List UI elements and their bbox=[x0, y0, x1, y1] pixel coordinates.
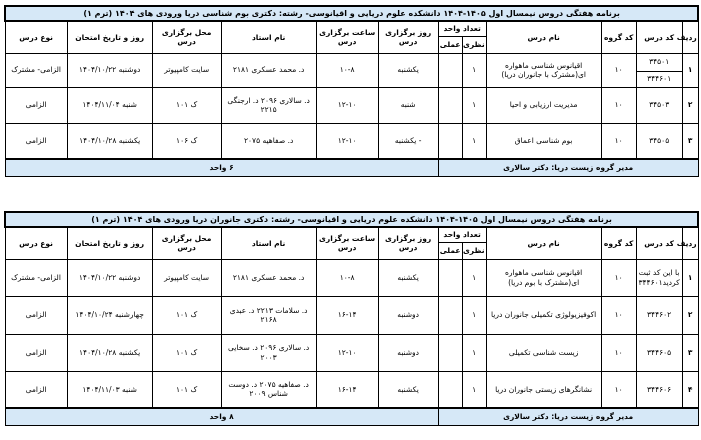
course-name: بوم شناسی اعماق bbox=[486, 123, 601, 159]
header-theory: نظری bbox=[462, 36, 486, 53]
row-number: ۲ bbox=[682, 87, 698, 123]
course-name: اکوفیزیولوژی تکمیلی جانوران دریا bbox=[486, 296, 601, 334]
theory-units: ۱ bbox=[462, 53, 486, 87]
theory-units: ۱ bbox=[462, 296, 486, 334]
group-code: ۱۰ bbox=[601, 123, 636, 159]
course-code: ۳۴۴۶۰۶ bbox=[636, 371, 682, 408]
header-teacher: نام استاد bbox=[221, 227, 316, 259]
class-time: ۱۶-۱۴ bbox=[316, 371, 378, 408]
course-code-alt: ۳۴۴۶۰۱ bbox=[636, 71, 682, 87]
class-time: ۱۰-۸ bbox=[316, 53, 378, 87]
header-group-code: کد گروه bbox=[601, 21, 636, 53]
course-name: نشانگرهای زیستی جانوران دریا bbox=[486, 371, 601, 408]
group-code: ۱۰ bbox=[601, 87, 636, 123]
exam-date: یکشنبه ۱۴۰۴/۱۰/۲۸ bbox=[67, 334, 152, 371]
course-type: الزامی bbox=[5, 87, 67, 123]
header-exam: روز و تاریخ امتحان bbox=[67, 21, 152, 53]
schedule-table-marine-animals bbox=[4, 211, 699, 426]
exam-date: دوشنبه ۱۴۰۴/۱۰/۲۲ bbox=[67, 259, 152, 296]
teacher: د. محمد عسکری ۲۱۸۱ bbox=[221, 259, 316, 296]
row-number: ۴ bbox=[682, 371, 698, 408]
course-type: الزامی- مشترک bbox=[5, 259, 67, 296]
teacher: د. محمد عسکری ۲۱۸۱ bbox=[221, 53, 316, 87]
course-code: ۳۴۵۰۱ bbox=[636, 53, 682, 71]
header-day: روز برگزاری درس bbox=[378, 21, 438, 53]
header-units: تعداد واحد bbox=[438, 227, 486, 242]
course-code: ۳۴۵۰۳ bbox=[636, 87, 682, 123]
group-code: ۱۰ bbox=[601, 371, 636, 408]
class-day: - یکشنبه bbox=[378, 123, 438, 159]
course-name: اقیانوس شناسی ماهواره ای(مشترک با جانوران دریا) bbox=[486, 53, 601, 87]
class-time: ۱۶-۱۴ bbox=[316, 296, 378, 334]
theory-units: ۱ bbox=[462, 371, 486, 408]
header-place: محل برگزاری درس bbox=[152, 21, 221, 53]
course-type: الزامی bbox=[5, 296, 67, 334]
course-code: ۳۴۴۶۰۲ bbox=[636, 296, 682, 334]
table-title: برنامه هفتگی دروس نیمسال اول ۱۴۰۵-۱۴۰۴ دانشکده علوم دریایی و اقیانوسی- رشته: دکتری جانوران دریا ورودی های ۱۴۰۴ (ترم ۱) bbox=[5, 212, 698, 227]
group-code: ۱۰ bbox=[601, 334, 636, 371]
exam-date: یکشنبه ۱۴۰۴/۱۰/۲۸ bbox=[67, 123, 152, 159]
schedule-table-bio-ecology bbox=[4, 5, 699, 177]
teacher: د. سلامات ۲۲۱۳ د. عبدی ۲۱۶۸ bbox=[221, 296, 316, 334]
teacher: د. سالاری ۲۰۹۶ د. سخایی ۲۰۰۳ bbox=[221, 334, 316, 371]
exam-date: چهارشنبه ۱۴۰۴/۱۰/۲۴ bbox=[67, 296, 152, 334]
header-type: نوع درس bbox=[5, 227, 67, 259]
practical-units bbox=[438, 371, 462, 408]
exam-date: شنبه ۱۴۰۴/۱۱/۰۴ bbox=[67, 87, 152, 123]
header-practical: عملی bbox=[438, 242, 462, 259]
course-name: مدیریت ارزیابی و احیا bbox=[486, 87, 601, 123]
class-day: یکشنبه bbox=[378, 259, 438, 296]
class-time: ۱۲-۱۰ bbox=[316, 87, 378, 123]
class-time: ۱۰-۸ bbox=[316, 259, 378, 296]
header-course-name: نام درس bbox=[486, 21, 601, 53]
course-name: زیست شناسی تکمیلی bbox=[486, 334, 601, 371]
class-day: یکشنبه bbox=[378, 371, 438, 408]
row-number: ۱ bbox=[682, 53, 698, 87]
class-place: ک ۱۰۱ bbox=[152, 371, 221, 408]
row-number: ۳ bbox=[682, 334, 698, 371]
practical-units bbox=[438, 123, 462, 159]
class-time: ۱۲-۱۰ bbox=[316, 334, 378, 371]
theory-units: ۱ bbox=[462, 259, 486, 296]
course-code: با این کد ثبت کردید۳۴۴۶۰۱ bbox=[636, 259, 682, 296]
class-time: ۱۲-۱۰ bbox=[316, 123, 378, 159]
row-number: ۲ bbox=[682, 296, 698, 334]
course-type: الزامی bbox=[5, 334, 67, 371]
class-place: سایت کامپیوتر bbox=[152, 53, 221, 87]
practical-units bbox=[438, 334, 462, 371]
header-place: محل برگزاری درس bbox=[152, 227, 221, 259]
class-place: سایت کامپیوتر bbox=[152, 259, 221, 296]
course-type: الزامی- مشترک bbox=[5, 53, 67, 87]
row-number: ۱ bbox=[682, 259, 698, 296]
practical-units bbox=[438, 296, 462, 334]
practical-units bbox=[438, 53, 462, 87]
theory-units: ۱ bbox=[462, 123, 486, 159]
group-code: ۱۰ bbox=[601, 259, 636, 296]
header-time: ساعت برگزاری درس bbox=[316, 227, 378, 259]
total-units: ۸ واحد bbox=[5, 408, 438, 426]
group-manager: مدیر گروه زیست دریا: دکتر سالاری bbox=[438, 159, 698, 177]
group-code: ۱۰ bbox=[601, 296, 636, 334]
header-course-name: نام درس bbox=[486, 227, 601, 259]
class-day: یکشنبه bbox=[378, 53, 438, 87]
header-row-number: ردیف bbox=[682, 21, 698, 53]
header-exam: روز و تاریخ امتحان bbox=[67, 227, 152, 259]
class-day: شنبه bbox=[378, 87, 438, 123]
theory-units: ۱ bbox=[462, 87, 486, 123]
table-title: برنامه هفتگی دروس نیمسال اول ۱۴۰۵-۱۴۰۴ دانشکده علوم دریایی و اقیانوسی- رشته: دکتری بوم شناسی دریا ورودی های ۱۴۰۴ (ترم ۱) bbox=[5, 6, 698, 21]
header-group-code: کد گروه bbox=[601, 227, 636, 259]
header-units: تعداد واحد bbox=[438, 21, 486, 36]
class-day: دوشنبه bbox=[378, 334, 438, 371]
practical-units bbox=[438, 259, 462, 296]
course-type: الزامی bbox=[5, 371, 67, 408]
class-place: ک ۱۰۱ bbox=[152, 296, 221, 334]
header-row-number: ردیف bbox=[682, 227, 698, 259]
header-teacher: نام استاد bbox=[221, 21, 316, 53]
row-number: ۳ bbox=[682, 123, 698, 159]
group-manager: مدیر گروه زیست دریا: دکتر سالاری bbox=[438, 408, 698, 426]
teacher: د. صفاهیه ۲۰۷۵ د. دوست شناس ۲۰۰۹ bbox=[221, 371, 316, 408]
class-place: ک ۱۰۱ bbox=[152, 87, 221, 123]
total-units: ۶ واحد bbox=[5, 159, 438, 177]
header-day: روز برگزاری درس bbox=[378, 227, 438, 259]
header-time: ساعت برگزاری درس bbox=[316, 21, 378, 53]
teacher: د. صفاهیه ۲۰۷۵ bbox=[221, 123, 316, 159]
header-practical: عملی bbox=[438, 36, 462, 53]
exam-date: شنبه ۱۴۰۴/۱۱/۰۳ bbox=[67, 371, 152, 408]
teacher: د. سالاری ۲۰۹۶ د. ارجنگی ۲۲۱۵ bbox=[221, 87, 316, 123]
class-place: ک ۱۰۱ bbox=[152, 334, 221, 371]
exam-date: دوشنبه ۱۴۰۴/۱۰/۲۲ bbox=[67, 53, 152, 87]
group-code: ۱۰ bbox=[601, 53, 636, 87]
header-type: نوع درس bbox=[5, 21, 67, 53]
course-type: الزامی bbox=[5, 123, 67, 159]
practical-units bbox=[438, 87, 462, 123]
header-course-code: کد درس bbox=[636, 227, 682, 259]
course-name: اقیانوس شناسی ماهواره ای(مشترک با بوم دریا) bbox=[486, 259, 601, 296]
class-place: ک ۱۰۶ bbox=[152, 123, 221, 159]
class-day: دوشنبه bbox=[378, 296, 438, 334]
header-course-code: کد درس bbox=[636, 21, 682, 53]
course-code: ۳۴۵۰۵ bbox=[636, 123, 682, 159]
theory-units: ۱ bbox=[462, 334, 486, 371]
course-code: ۳۴۴۶۰۵ bbox=[636, 334, 682, 371]
header-theory: نظری bbox=[462, 242, 486, 259]
